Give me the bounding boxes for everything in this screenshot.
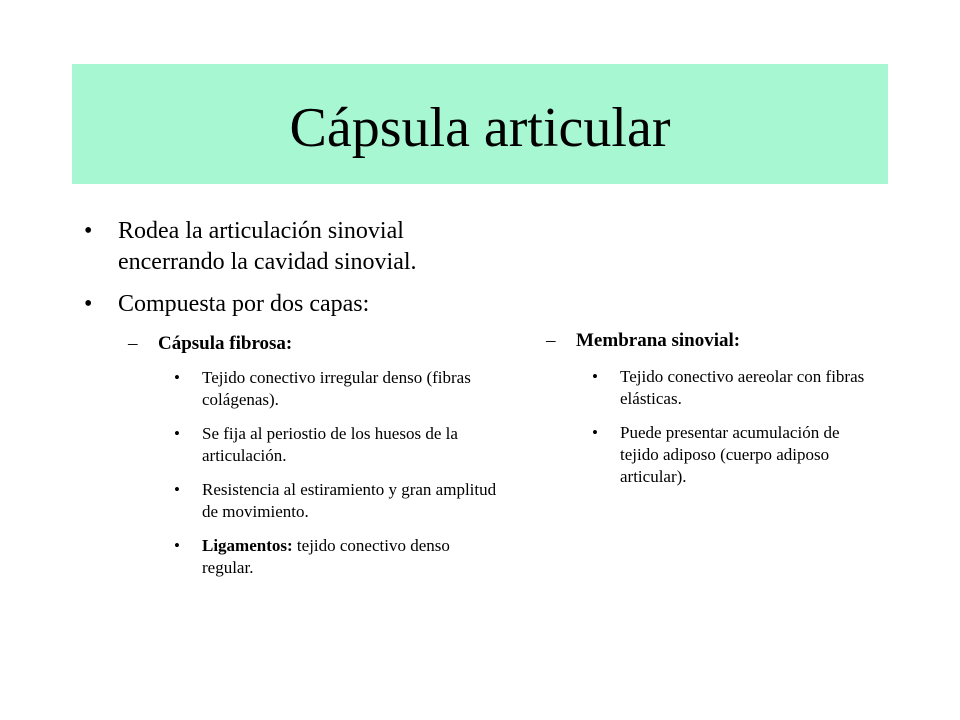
sub-heading-synovial-membrane [546,328,876,354]
right-column [546,328,876,500]
sub-bullet-item [174,479,504,523]
bullet-marker: • [84,291,93,317]
dash-marker: – [128,333,138,354]
sub-heading-fibrous-capsule [128,331,504,357]
bullet-marker: • [592,423,598,442]
bullet-item [84,289,504,320]
sub-bullet-text: Resistencia al estiramiento y gran amplitud de movimiento. [202,480,497,521]
ligament-text: tejido conectivo denso regular. [202,536,450,577]
sub-bullet-text: Se fija al periostio de los huesos de la articulación. [202,424,458,465]
bullet-marker: • [174,424,180,443]
sub-bullet-text: Puede presentar acumulación de tejido adiposo (cuerpo adiposo articular). [620,423,840,486]
sub-bullet-item-ligaments [174,535,504,579]
sub-heading-text: Cápsula fibrosa: [158,333,293,354]
bullet-text: Rodea la articulación sinovial encerrando la cavidad sinovial. [118,218,417,275]
title-banner [72,64,888,184]
bullet-marker: • [84,218,93,244]
bullet-marker: • [174,480,180,499]
ligament-label: Ligamentos: [202,536,293,555]
sub-bullet-item [174,367,504,411]
sub-bullet-item [592,366,876,410]
dash-marker: – [546,330,556,351]
slide-title: Cápsula articular [289,97,671,159]
bullet-marker: • [174,368,180,387]
sub-bullet-item [592,422,876,488]
bullet-marker: • [592,367,598,386]
bullet-marker: • [174,536,180,555]
sub-bullet-text: Tejido conectivo aereolar con fibras elásticas. [620,367,865,408]
left-column [84,216,504,591]
sub-heading-text: Membrana sinovial: [576,330,741,351]
sub-bullet-item [174,423,504,467]
bullet-item [84,216,504,278]
sub-bullet-text: Tejido conectivo irregular denso (fibras colágenas). [202,368,471,409]
bullet-text: Compuesta por dos capas: [118,291,370,317]
